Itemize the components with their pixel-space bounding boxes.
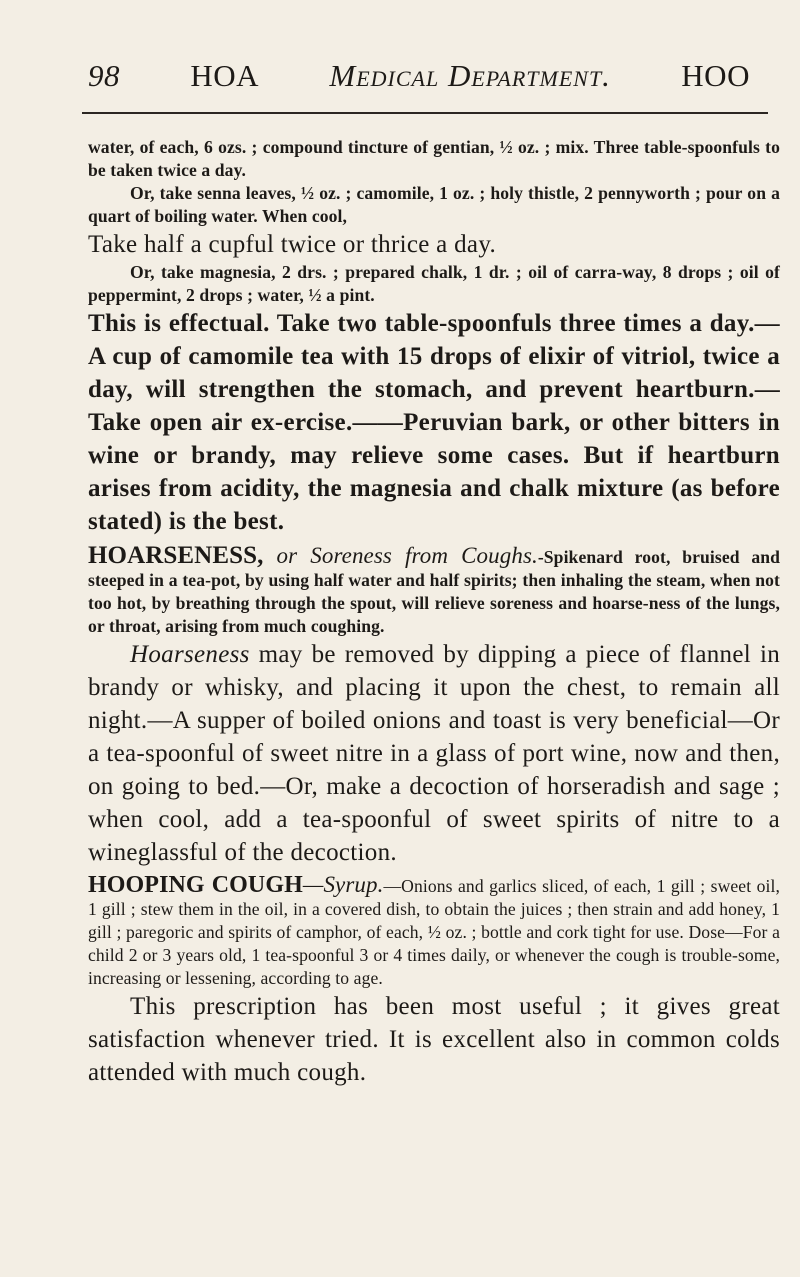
entry-hooping-cough bbox=[88, 873, 780, 990]
book-page bbox=[88, 58, 780, 1089]
entry-subheading: or Soreness from Coughs. bbox=[263, 543, 538, 568]
header-rule bbox=[82, 112, 768, 114]
header-left-word: HOA bbox=[190, 58, 260, 93]
running-header bbox=[88, 58, 780, 94]
paragraph-2: Or, take senna leaves, ½ oz. ; camomile, 1 oz. ; holy thistle, 2 pennyworth ; pour on a quart of boiling water. When cool, bbox=[88, 183, 780, 226]
header-right-word: HOO bbox=[681, 58, 750, 93]
entry-body: -Spikenard root, bruised and steeped in a tea-pot, by using half water and half spirits; then inhaling the steam, when not too hot, by breathing through the spout, will relieve soreness and hoarse-ness of the lungs, or throat, arising from much coughing. bbox=[88, 547, 780, 636]
paragraph-3: Take half a cupful twice or thrice a day. bbox=[88, 231, 497, 258]
entry-subheading: —Syrup. bbox=[302, 872, 384, 897]
entry-hoarseness bbox=[88, 544, 780, 638]
paragraph-9: This prescription has been most useful ; it gives great satisfaction whenever tried. It is excellent also in common colds attended with much cough. bbox=[88, 993, 780, 1086]
paragraph-5: This is effectual. Take two table-spoonfuls three times a day.—A cup of camomile tea with 15 drops of elixir of vitriol, twice a day, will strengthen the stomach, and prevent heartburn.—Take open air ex-ercise.——Peruvian bark, or other bitters in wine or brandy, may relieve some cases. But if heartburn arises from acidity, the magnesia and chalk mixture (as before stated) is the best. bbox=[88, 310, 780, 535]
paragraph-1: water, of each, 6 ozs. ; compound tincture of gentian, ½ oz. ; mix. Three table-spoonfuls to be taken twice a day. bbox=[88, 137, 780, 180]
paragraph-7 bbox=[88, 638, 780, 869]
page-number: 98 bbox=[88, 58, 120, 93]
paragraph-4: Or, take magnesia, 2 drs. ; prepared chalk, 1 dr. ; oil of carra-way, 8 drops ; oil of peppermint, 2 drops ; water, ½ a pint. bbox=[88, 262, 780, 305]
entry-body: —Onions and garlics sliced, of each, 1 gill ; sweet oil, 1 gill ; stew them in the oil, in a covered dish, to obtain the juices ; then strain and add honey, 1 gill ; paregoric and spirits of camphor, of each, ½ oz. ; bottle and cork tight for use. Dose—For a child 2 or 3 years old, 1 tea-spoonful 3 or 4 times daily, or whenever the cough is trouble-some, increasing or lessening, according to age. bbox=[88, 876, 780, 988]
paragraph-7-body: may be removed by dipping a piece of flannel in brandy or whisky, and placing it upon the chest, to remain all night.—A supper of boiled onions and toast is very beneficial—Or a tea-spoonful of sweet nitre in a glass of port wine, now and then, on going to bed.—Or, make a decoction of horseradish and sage ; when cool, add a tea-spoonful of sweet spirits of nitre to a wineglassful of the decoction. bbox=[88, 641, 780, 866]
section-title: Medical Department. bbox=[329, 58, 611, 93]
entry-heading: HOARSENESS, bbox=[88, 542, 264, 569]
entry-heading: HOOPING COUGH bbox=[88, 872, 303, 898]
italic-term: Hoarseness bbox=[130, 641, 250, 668]
